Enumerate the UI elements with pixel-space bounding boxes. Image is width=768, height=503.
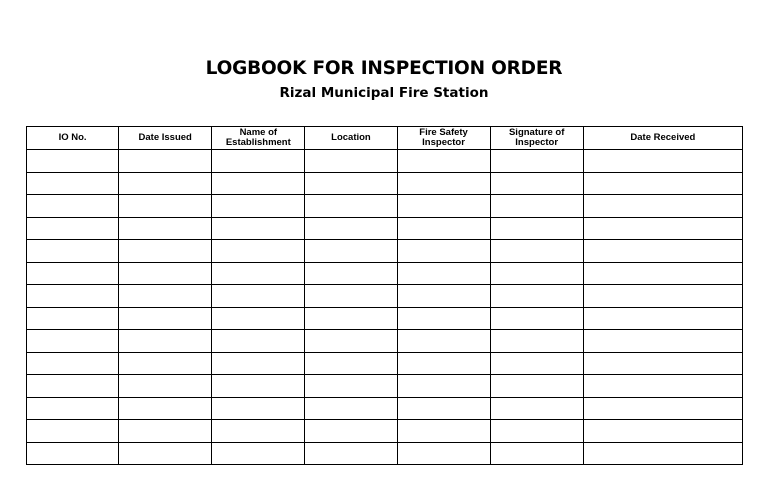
table-cell	[305, 442, 397, 465]
table-cell	[397, 262, 490, 285]
column-header-line: Date Received	[630, 132, 696, 143]
table-cell	[212, 240, 305, 263]
table-cell	[305, 172, 397, 195]
table-cell	[212, 195, 305, 218]
table-cell	[583, 442, 742, 465]
table-cell	[397, 307, 490, 330]
table-cell	[490, 172, 583, 195]
table-cell	[119, 285, 212, 308]
table-header-row	[27, 127, 743, 150]
table-cell	[397, 285, 490, 308]
column-header-line: Establishment	[225, 137, 291, 148]
table-cell	[490, 285, 583, 308]
table-cell	[212, 330, 305, 353]
table-cell	[397, 330, 490, 353]
table-row	[27, 195, 743, 218]
table-row	[27, 150, 743, 173]
table-cell	[119, 217, 212, 240]
table-cell	[27, 397, 119, 420]
table-cell	[583, 420, 742, 443]
table-row	[27, 240, 743, 263]
table-cell	[212, 397, 305, 420]
table-cell	[583, 240, 742, 263]
table-cell	[397, 397, 490, 420]
table-cell	[305, 217, 397, 240]
column-header-line: Fire Safety	[419, 127, 468, 138]
table-cell	[27, 442, 119, 465]
table-cell	[119, 195, 212, 218]
table-cell	[583, 307, 742, 330]
table-row	[27, 172, 743, 195]
table-cell	[583, 217, 742, 240]
table-cell	[490, 150, 583, 173]
table-cell	[27, 330, 119, 353]
table-cell	[119, 172, 212, 195]
table-row	[27, 285, 743, 308]
table-cell	[212, 307, 305, 330]
table-cell	[305, 420, 397, 443]
table-cell	[27, 352, 119, 375]
table-cell	[305, 150, 397, 173]
table-cell	[490, 262, 583, 285]
table-cell	[490, 217, 583, 240]
table-cell	[490, 442, 583, 465]
table-cell	[490, 420, 583, 443]
logbook-table	[26, 126, 743, 465]
table-cell	[212, 285, 305, 308]
table-cell	[490, 352, 583, 375]
table-cell	[212, 352, 305, 375]
table-cell	[397, 172, 490, 195]
table-cell	[27, 262, 119, 285]
table-cell	[27, 420, 119, 443]
table-cell	[305, 240, 397, 263]
table-cell	[119, 420, 212, 443]
table-cell	[490, 375, 583, 398]
column-header-line: Signature of	[508, 127, 565, 138]
table-row	[27, 397, 743, 420]
table-cell	[583, 352, 742, 375]
table-cell	[305, 375, 397, 398]
table-cell	[212, 150, 305, 173]
table-cell	[583, 150, 742, 173]
table-cell	[397, 150, 490, 173]
table-cell	[119, 240, 212, 263]
column-header-fire-safety-inspector	[397, 127, 490, 150]
column-header-line: Inspector	[515, 137, 559, 148]
table-cell	[27, 172, 119, 195]
table-cell	[212, 217, 305, 240]
table-cell	[27, 307, 119, 330]
table-row	[27, 375, 743, 398]
table-cell	[27, 217, 119, 240]
table-cell	[583, 195, 742, 218]
table-cell	[212, 172, 305, 195]
table-cell	[305, 262, 397, 285]
table-cell	[305, 352, 397, 375]
table-row	[27, 420, 743, 443]
table-cell	[583, 330, 742, 353]
table-row	[27, 307, 743, 330]
table-cell	[212, 442, 305, 465]
table-cell	[397, 217, 490, 240]
column-header-io-no	[27, 127, 119, 150]
table-row	[27, 352, 743, 375]
table-cell	[119, 307, 212, 330]
table-cell	[119, 375, 212, 398]
column-header-line: IO No.	[58, 132, 87, 143]
table-cell	[583, 397, 742, 420]
column-header-location	[305, 127, 397, 150]
table-cell	[490, 195, 583, 218]
table-cell	[397, 352, 490, 375]
table-cell	[27, 150, 119, 173]
table-cell	[305, 195, 397, 218]
table-cell	[397, 420, 490, 443]
column-header-inspector-signature	[490, 127, 583, 150]
table-row	[27, 262, 743, 285]
table-cell	[119, 330, 212, 353]
table-cell	[119, 352, 212, 375]
table-cell	[305, 397, 397, 420]
table-cell	[119, 150, 212, 173]
table-cell	[212, 262, 305, 285]
station-subtitle: Rizal Municipal Fire Station	[279, 85, 489, 101]
table-cell	[27, 195, 119, 218]
table-cell	[27, 285, 119, 308]
column-header-line: Name of	[239, 127, 278, 138]
column-header-line: Location	[331, 132, 371, 143]
table-cell	[490, 330, 583, 353]
column-header-date-received	[583, 127, 742, 150]
column-header-establishment-name	[212, 127, 305, 150]
table-body	[27, 150, 743, 465]
column-header-date-issued	[119, 127, 212, 150]
table-cell	[583, 375, 742, 398]
table-row	[27, 442, 743, 465]
logbook-title: LOGBOOK FOR INSPECTION ORDER	[205, 58, 563, 79]
table-cell	[212, 375, 305, 398]
table-cell	[119, 397, 212, 420]
table-cell	[305, 307, 397, 330]
table-cell	[583, 285, 742, 308]
table-row	[27, 330, 743, 353]
table-cell	[583, 262, 742, 285]
table-cell	[27, 240, 119, 263]
column-header-line: Inspector	[422, 137, 465, 148]
table-cell	[397, 240, 490, 263]
table-cell	[397, 195, 490, 218]
table-cell	[119, 442, 212, 465]
table-cell	[305, 330, 397, 353]
table-cell	[583, 172, 742, 195]
table-cell	[397, 442, 490, 465]
table-cell	[490, 240, 583, 263]
table-cell	[27, 375, 119, 398]
table-cell	[490, 397, 583, 420]
table-cell	[212, 420, 305, 443]
column-header-line: Date Issued	[138, 132, 192, 143]
table-cell	[119, 262, 212, 285]
table-cell	[490, 307, 583, 330]
table-cell	[397, 375, 490, 398]
table-cell	[305, 285, 397, 308]
table-row	[27, 217, 743, 240]
